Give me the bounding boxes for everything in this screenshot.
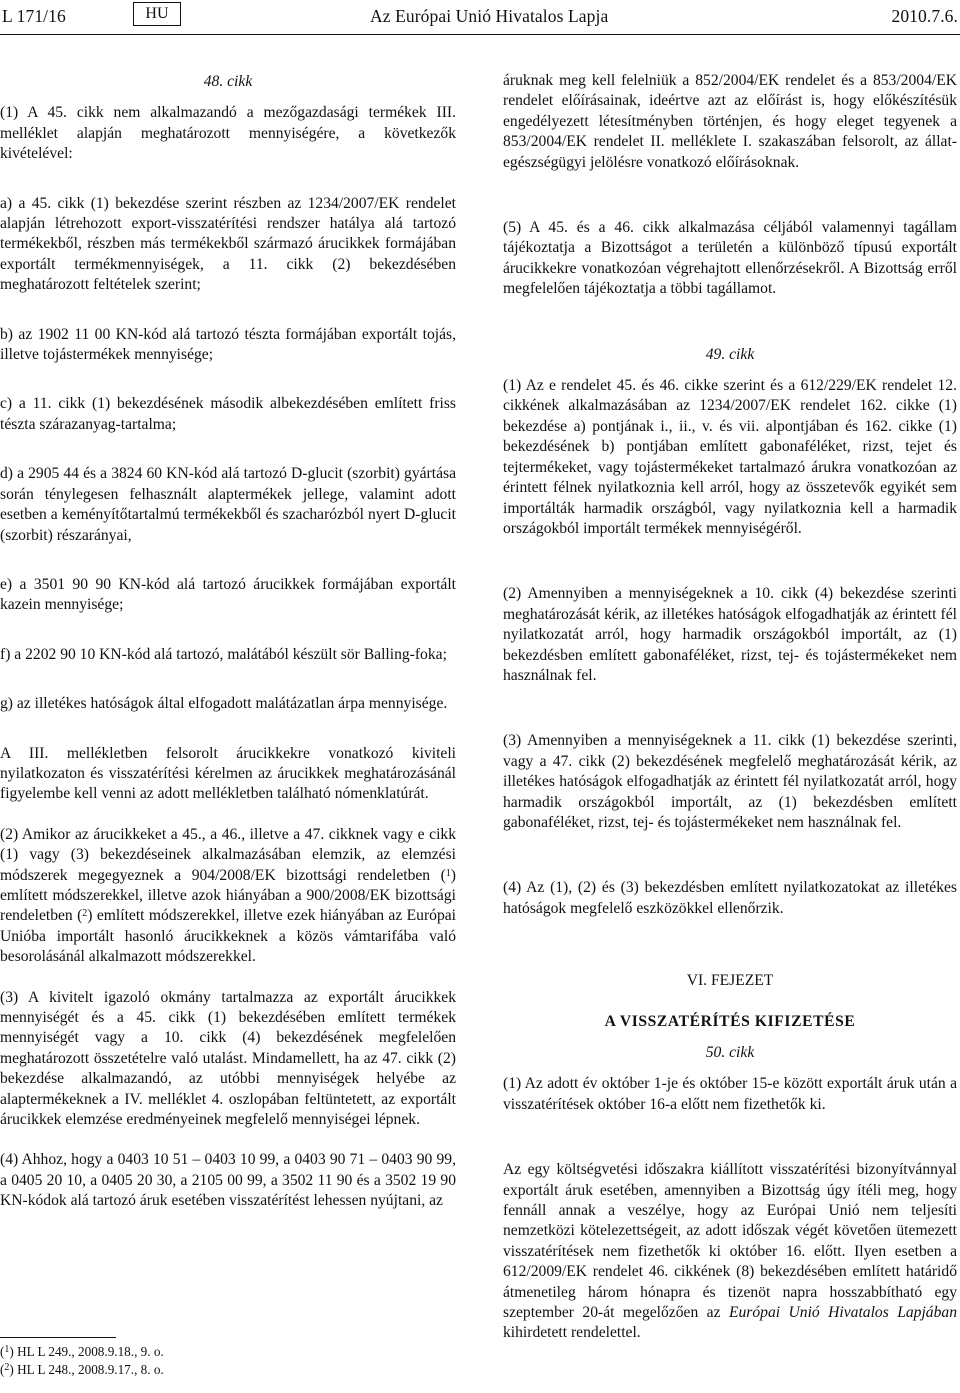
paragraph-48-3: (3) A kivitelt igazoló okmány tartalmazza az exportált árucikkek mennyiségét és a 45. cikk (1) bekezdésében említett termékek mennyiségét vagy a 10. cikk (4) bekezdésének megfelelően meghatározott összetételre való utalást. Mindamellett, ha az 47. cikk (2) bekezdése alkalmazandó, az utóbbi mennyiségek helyébe az alaptermékeknek a IV. melléklet 4. oszlopában feltüntetett, az exportált árucikkek elemzése eredményeinek megfelelő mennyiségei lépnek. — [0, 988, 456, 1129]
paragraph-annex-iii: A III. mellékletben felsorolt árucikkekre vonatkozó kiviteli nyilatkozaton és visszatérítési kérelmen az árucikkek meghatározásánál figyelembe kell venni az adott mellékletben található nómenklatúrát. — [0, 744, 456, 803]
point-a: a) a 45. cikk (1) bekezdése szerint részben az 1234/2007/EK rendelet alapján létrehozott export-visszatérítési rendszer hatálya alá tartozó termékekből, részben más termékekből származó árucikkek formájában exportált termékmennyiségek, a 11. cikk (2) bekezdésében meghatározott feltételek szerint; — [0, 194, 456, 294]
paragraph-50-2 — [503, 1160, 957, 1344]
paragraph-50-1: (1) Az adott év október 1-je és október 15-e között exportált áruk után a visszatérítések október 16-a előtt nem fizethetők ki. — [503, 1075, 957, 1113]
right-column — [503, 60, 957, 1344]
text-run: ) említett módszerekkel, illetve azok hiányában a 900/2008/EK bizottsági rendeletben ( — [0, 866, 456, 925]
point-c: c) a 11. cikk (1) bekezdésének második albekezdésében említett friss tészta szárazanyag-tartalma; — [0, 395, 456, 433]
left-column — [0, 60, 456, 1212]
page-number: L 171/16 — [2, 6, 66, 26]
text-run: Az egy költségvetési időszakra kiállított visszatérítési bizonyítvánnyal exportált áruk esetében, amennyiben a Bizottság úgy ítéli meg, hogy fennáll annak a veszélye, hogy az Európai Unió nem teljesíti nemzetközi kötelezettségeit, az adott időszak végét követően ütemezett visszatérítések nem fizethetők ki október 16. előtt. Ilyen esetben a 612/2009/EK rendelet 46. cikkének (8) bekezdésében említett határidő átmenetileg három hónapra és tizenöt napra hosszabbítható egy szeptember 20-át megelőzően az — [503, 1161, 957, 1322]
paragraph-49-1: (1) Az e rendelet 45. és 46. cikke szerint és a 612/229/EK rendelet 12. cikkének alkalmazásában az 1234/2007/EK rendelet 162. cikke (1) bekezdése a) pontjának i., ii., v. és vii. alpontjában és 162. cikke (1) bekezdésének b) pontjában említett gabonaféléket, rizst, tejet és tejtermékeket, vagy tojástermékeket tartalmazó árukra vonatkozóan az érintett félnek nyilatkoznia kell arról, hogy az összetevők egyikét sem importálták harmadik országból, vagy nyilatkoznia kell a harmadik országokból importált termékek mennyiségéről. — [503, 377, 957, 537]
paragraph-48-4-continued: áruknak meg kell felelniük a 852/2004/EK rendelet és a 853/2004/EK rendelet előírásainak, ideértve azt az előírást is, hogy előkészítésük engedélyezett létesítményben történjen, és hogy eleget tegyenek a 853/2004/EK rendelet II. melléklete I. szakaszában felsorolt, az állat-egészségügyi jelölésre vonatkozó előírásoknak. — [503, 72, 957, 171]
point-f: f) a 2202 90 10 KN-kód alá tartozó, malátából készült sör Balling-foka; — [0, 645, 447, 663]
chapter-title: A VISSZATÉRÍTÉS KIFIZETÉSE — [604, 1012, 856, 1030]
text-run: (2) Amikor az árucikkeket a 45., a 46., illetve a 47. cikknek vagy e cikk (1) vagy (3) bekezdéseinek alkalmazásában elemzik, az elemzési módszerek megegyeznek a 904/2008/EK bizottsági rendeletben ( — [0, 825, 456, 884]
paragraph-48-5: (5) A 45. és a 46. cikk alkalmazása céljából valamennyi tagállam tájékoztatja a Bizottságot a területén a különböző típusú exportált árucikkekre vonatkozóan végrehajtott ellenőrzésekről. A Bizottság erről megfelelően tájékoztatja a többi tagállamot. — [503, 219, 957, 298]
article-50-title: 50. cikk — [705, 1044, 755, 1061]
footnote-2: ($^2$) HL L 248., 2008.9.17., 8. o. — [0, 1362, 164, 1377]
header-rule — [0, 34, 960, 35]
journal-title: Az Európai Unió Hivatalos Lapja — [370, 6, 609, 26]
paragraph-48-1: (1) A 45. cikk nem alkalmazandó a mezőgazdasági termékek III. melléklet alapján meghatározott mennyiségére, a következők kivételével: — [0, 104, 456, 163]
article-49-title: 49. cikk — [705, 345, 755, 363]
paragraph-49-3: (3) Amennyiben a mennyiségeknek a 11. cikk (1) bekezdése szerinti, vagy a 47. cikk (2) bekezdésének megfelelő meghatározását kérik, az illetékes hatóságok elfogadhatják az érintett fél nyilatkozatát arról, hogy harmadik országokból importált, az (1) bekezdésben említett gabonaféléket, rizst, tej- és tojástermékeket nem használnak fel. — [503, 732, 957, 831]
paragraph-48-4: (4) Ahhoz, hogy a 0403 10 51 – 0403 10 99, a 0403 90 71 – 0403 90 99, a 0405 20 10, a 0405 20 30, a 2105 00 99, a 3502 11 90 és a 3502 19 90 KN-kódok alá tartozó áruk esetében visszatérítést lehessen nyújtani, az — [0, 1151, 456, 1210]
footnote-text: HL L 248., 2008.9.17., 8. o. — [17, 1362, 164, 1377]
footnote-rule — [0, 1337, 116, 1338]
article-48-title: 48. cikk — [203, 73, 253, 90]
point-d: d) a 2905 44 és a 3824 60 KN-kód alá tartozó D-glucit (szorbit) gyártása során ténylegesen felhasznált alaptermékek jellege, valamint adott esetben a keményítőtartalmú termékekből és szacharózból nyert D-glucit (szorbit) részarányai, — [0, 465, 456, 544]
point-e: e) a 3501 90 90 KN-kód alá tartozó árucikkek formájában exportált kazein mennyisége; — [0, 575, 456, 614]
publication-date: 2010.7.6. — [891, 6, 958, 26]
language-badge: HU — [133, 2, 181, 26]
footnote-mark: 2 — [4, 1362, 10, 1373]
footnote-text: HL L 249., 2008.9.18., 9. o. — [17, 1344, 164, 1359]
page-header — [0, 0, 960, 38]
point-b: b) az 1902 11 00 KN-kód alá tartozó tészta formájában exportált tojás, illetve tojástermékek mennyisége; — [0, 325, 456, 364]
paragraph-49-2: (2) Amennyiben a mennyiségeknek a 10. cikk (4) bekezdése szerinti meghatározását kérik, az illetékes hatóságok elfogadhatják az érintett fél nyilatkozatát arról, hogy harmadik országokból importált, az (1) bekezdésben említett gabonaféléket, rizst, tej- és tojástermékeket nem használnak fel. — [503, 585, 957, 684]
footnote-1: ($^1$) HL L 249., 2008.9.18., 9. o. — [0, 1344, 164, 1359]
text-run: kihirdetett rendelettel. — [503, 1324, 641, 1342]
text-run: ) említett módszerekkel, illetve ezek hiányában az Európai Unióba importált hasonló árucikkeknek a közös vámtarifába való besorolásánál alkalmazott módszerekkel. — [0, 907, 456, 966]
paragraph-48-2 — [0, 825, 456, 968]
point-g: g) az illetékes hatóságok által elfogadott malátázatlan árpa mennyisége. — [0, 695, 448, 713]
journal-name-italic: Európai Unió Hivatalos Lapjában — [728, 1304, 957, 1322]
footnote-mark: 1 — [4, 1344, 10, 1355]
footnote-ref-1[interactable]: 1 — [445, 867, 451, 879]
paragraph-49-4: (4) Az (1), (2) és (3) bekezdésben említett nyilatkozatokat az illetékes hatóságok megfelelő eszközökkel ellenőrzik. — [503, 879, 957, 917]
chapter-heading: VI. FEJEZET — [686, 972, 774, 990]
footnote-ref-2[interactable]: 2 — [82, 908, 88, 920]
